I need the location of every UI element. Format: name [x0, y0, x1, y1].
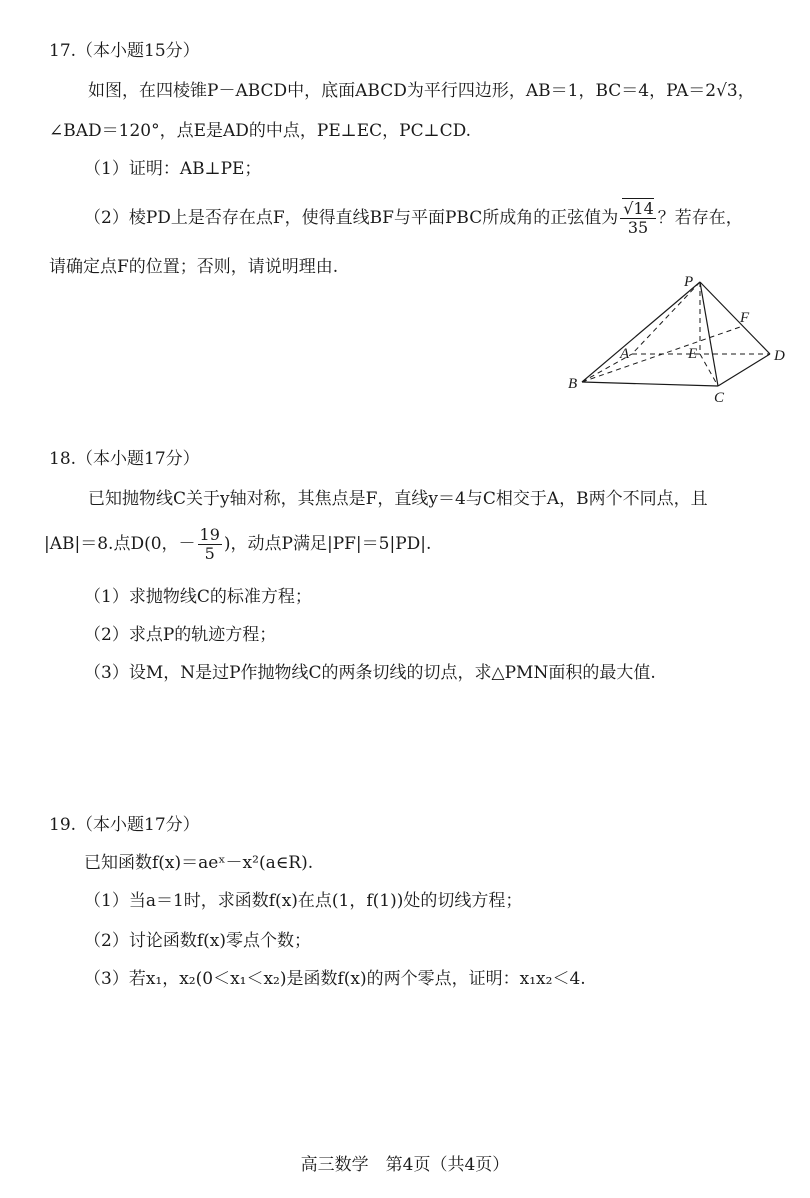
pyramid-figure: [560, 270, 800, 410]
q17-part2-line2: 请确定点F的位置；否则，请说明理由.: [49, 257, 339, 277]
q18-part1: （1）求抛物线C的标准方程；: [84, 587, 312, 607]
q18-fraction-denominator: 5: [204, 544, 215, 563]
q17-part2-text: （2）棱PD上是否存在点F，使得直线BF与平面PBC所成角的正弦值为: [84, 208, 619, 228]
q18-fraction-numerator: 19: [199, 525, 220, 544]
label-E: E: [688, 346, 698, 362]
q18-stem-line2: [44, 526, 431, 570]
q18-fraction: [198, 526, 222, 563]
edge-BC: [582, 382, 718, 386]
q18-stem-line2-b: )，动点P满足|PF|＝5|PD|.: [223, 534, 432, 554]
q17-fraction-denominator: 35: [627, 218, 649, 237]
q17-stem-line2: ∠BAD＝120°，点E是AD的中点，PE⊥EC，PC⊥CD.: [49, 121, 472, 141]
q19-header: 19.（本小题17分）: [49, 815, 200, 835]
label-D: D: [774, 348, 785, 364]
q18-part2: （2）求点P的轨迹方程；: [84, 625, 277, 645]
q19-part1: （1）当a＝1时，求函数f(x)在点(1，f(1))处的切线方程；: [84, 891, 523, 911]
q19-stem: 已知函数f(x)＝aeˣ－x²(a∈R).: [84, 853, 314, 873]
label-P: P: [684, 274, 694, 290]
q19-part2: （2）讨论函数f(x)零点个数；: [84, 931, 311, 951]
edge-PA: [632, 282, 700, 354]
q17-header: 17.（本小题15分）: [49, 41, 200, 61]
q18-stem-line2-a: |AB|＝8.点D(0，－: [44, 534, 196, 554]
q17-part1: （1）证明：AB⊥PE；: [84, 159, 262, 179]
edge-PB: [582, 282, 700, 382]
q17-fraction: [620, 200, 656, 237]
q17-part2: [84, 200, 743, 244]
label-A: A: [620, 346, 630, 362]
q19-part3: （3）若x₁，x₂(0＜x₁＜x₂)是函数f(x)的两个零点，证明：x₁x₂＜4.: [84, 969, 586, 989]
q17-fraction-numerator: √14: [623, 199, 654, 218]
q18-stem-line1: 已知抛物线C关于y轴对称，其焦点是F，直线y＝4与C相交于A，B两个不同点，且: [88, 489, 708, 509]
edge-CD: [718, 354, 770, 386]
label-B: B: [568, 376, 578, 392]
q17-stem-line1: 如图，在四棱锥P－ABCD中，底面ABCD为平行四边形，AB＝1，BC＝4，PA＝2√3，: [88, 81, 755, 101]
q17-part2-tail: ？若存在，: [657, 208, 743, 228]
q18-part3: （3）设M，N是过P作抛物线C的两条切线的切点，求△PMN面积的最大值.: [84, 663, 656, 683]
label-F: F: [740, 310, 750, 326]
label-C: C: [714, 390, 725, 406]
edge-BF: [582, 326, 743, 382]
q18-header: 18.（本小题17分）: [49, 449, 200, 469]
page-footer: 高三数学 第4页（共4页）: [300, 1155, 510, 1175]
